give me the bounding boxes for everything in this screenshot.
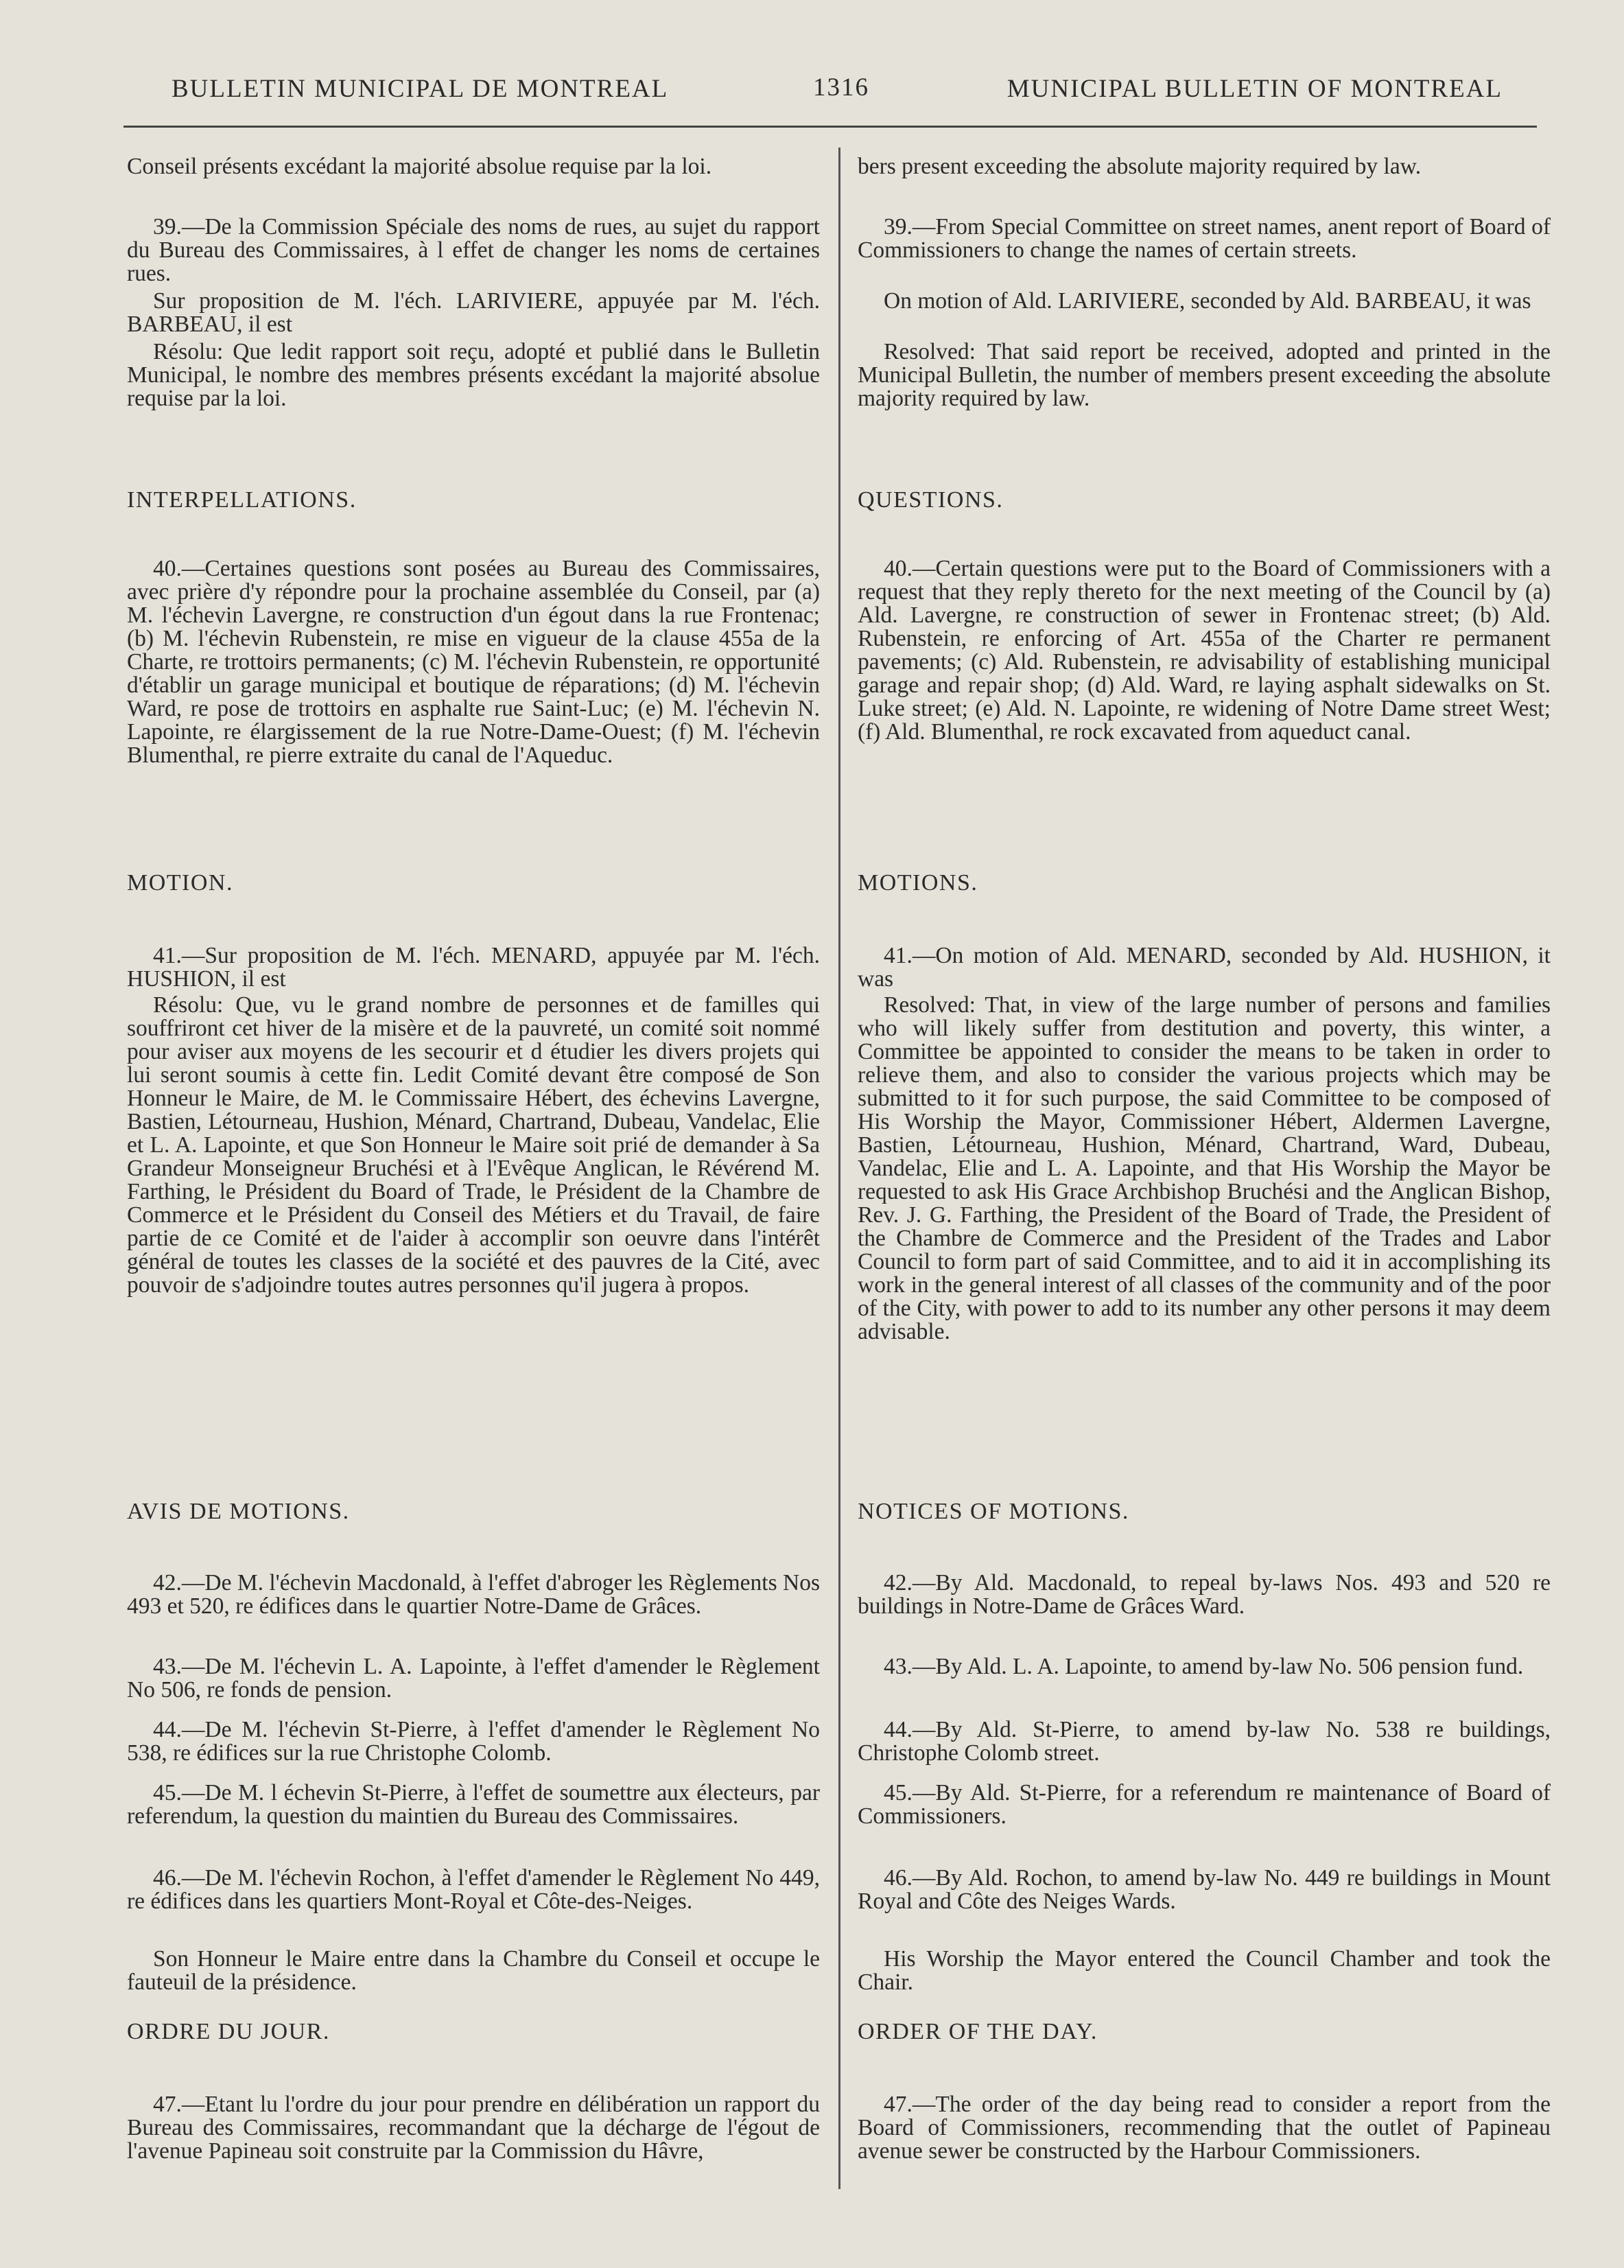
en-motion-lariviere: On motion of Ald. LARIVIERE, seconded by Ald. BARBEAU, it was (884, 288, 1531, 314)
header-rule (123, 126, 1537, 128)
fr-resolution-39: Résolu: Que ledit rapport soit reçu, adopté et publié dans le Bulletin Municipal, le nombre des membres présents excédant la majorité absolue requise par la loi. (127, 339, 820, 411)
fr-heading-ordre-du-jour: ORDRE DU JOUR. (127, 2019, 330, 2044)
en-paragraph-42: 42.—By Ald. Macdonald, to repeal by-laws Nos. 493 and 520 re buildings in Notre-Dame de Grâces Ward. (858, 1570, 1551, 1619)
fr-heading-avis-de-motions: AVIS DE MOTIONS. (127, 1499, 350, 1524)
en-resolution-41: Resolved: That, in view of the large number of persons and families who will likely suffer from destitution and poverty, this winter, a Committee be appointed to consider the means to be taken in order to relieve them, and also to consider the various projects which may be submitted to it for such purpose, the said Committee to be composed of His Worship the Mayor, Commissioner Hébert, Aldermen Lavergne, Bastien, Létourneau, Hushion, Ménard, Chartrand, Ward, Dubeau, Vandelac, Elie and L. A. Lapointe, and that His Worship the Mayor be requested to ask His Grace Archbishop Bruchési and the Anglican Bishop, Rev. J. G. Farthing, the President of the Board of Trade, the President of the Chambre de Commerce and the President of the Trades and Labor Council to form part of said Committee, and to aid it in accomplishing its work in the general interest of all classes of the community and of the poor of the City, with power to add to its number any other persons it may deem advisable. (858, 992, 1551, 1344)
header-title-french: BULLETIN MUNICIPAL DE MONTREAL (172, 75, 669, 103)
en-resolution-39: Resolved: That said report be received, adopted and printed in the Municipal Bulletin, the number of members present exceeding the absolute majority required by law. (858, 339, 1551, 411)
fr-paragraph-42: 42.—De M. l'échevin Macdonald, à l'effet d'abroger les Règlements Nos 493 et 520, re édifices dans le quartier Notre-Dame de Grâces. (127, 1570, 820, 1619)
en-heading-motions: MOTIONS. (858, 870, 978, 896)
column-divider (838, 148, 840, 2189)
en-paragraph-41: 41.—On motion of Ald. MENARD, seconded by Ald. HUSHION, it was (858, 943, 1551, 992)
fr-heading-interpellations: INTERPELLATIONS. (127, 487, 357, 513)
en-paragraph-47: 47.—The order of the day being read to consider a report from the Board of Commissioners, recommending that the outlet of Papineau avenue sewer be constructed by the Harbour Commissioners. (858, 2092, 1551, 2164)
en-heading-questions: QUESTIONS. (858, 487, 1004, 513)
en-paragraph-44: 44.—By Ald. St-Pierre, to amend by-law No. 538 re buildings, Christophe Colomb street. (858, 1717, 1551, 1766)
fr-paragraph-47: 47.—Etant lu l'ordre du jour pour prendre en délibération un rapport du Bureau des Commissaires, recommandant que la décharge de l'égout de l'avenue Papineau soit construite par la Commission du Hâvre, (127, 2092, 820, 2164)
fr-resolution-41: Résolu: Que, vu le grand nombre de personnes et de familles qui souffriront cet hiver de la misère et de la pauvreté, un comité soit nommé pour aviser aux moyens de les secourir et d étudier les divers projets qui lui seront soumis à cette fin. Ledit Comité devant être composé de Son Honneur le Maire, de M. le Commissaire Hébert, des échevins Lavergne, Bastien, Létourneau, Hushion, Ménard, Chartrand, Dubeau, Vandelac, Elie et L. A. Lapointe, et que Son Honneur le Maire soit prié de demander à Sa Grandeur Monseigneur Bruchési et à l'Evêque Anglican, le Révérend M. Farthing, le Président du Board of Trade, le Président de la Chambre de Commerce et le Président du Conseil des Métiers et du Travail, de faire partie de ce Comité et de l'aider à accomplir son oeuvre dans l'intérêt général de toutes les classes de la société et des pauvres de la Cité, avec pouvoir de s'adjoindre toutes autres personnes qu'il jugera à propos. (127, 992, 820, 1298)
en-paragraph-45: 45.—By Ald. St-Pierre, for a referendum re maintenance of Board of Commissioners. (858, 1780, 1551, 1829)
fr-paragraph-46: 46.—De M. l'échevin Rochon, à l'effet d'amender le Règlement No 449, re édifices dans les quartiers Mont-Royal et Côte-des-Neiges. (127, 1865, 820, 1914)
en-paragraph-1: bers present exceeding the absolute majority required by law. (858, 154, 1422, 179)
fr-paragraph-39: 39.—De la Commission Spéciale des noms de rues, au sujet du rapport du Bureau des Commissaires, à l effet de changer les noms de certaines rues. (127, 214, 820, 286)
page-header (165, 63, 1509, 118)
en-paragraph-43: 43.—By Ald. L. A. Lapointe, to amend by-law No. 506 pension fund. (884, 1654, 1524, 1679)
fr-motion-lariviere: Sur proposition de M. l'éch. LARIVIERE, appuyée par M. l'éch. BARBEAU, il est (127, 288, 820, 337)
fr-mayor-enters: Son Honneur le Maire entre dans la Chambre du Conseil et occupe le fauteuil de la présidence. (127, 1946, 820, 1995)
fr-paragraph-43: 43.—De M. l'échevin L. A. Lapointe, à l'effet d'amender le Règlement No 506, re fonds de pension. (127, 1654, 820, 1703)
en-heading-notices-of-motions: NOTICES OF MOTIONS. (858, 1499, 1129, 1524)
en-mayor-enters: His Worship the Mayor entered the Council Chamber and took the Chair. (858, 1946, 1551, 1995)
fr-heading-motion: MOTION. (127, 870, 233, 896)
page-number: 1316 (813, 73, 869, 102)
fr-paragraph-1: Conseil présents excédant la majorité absolue requise par la loi. (127, 154, 712, 179)
header-title-english: MUNICIPAL BULLETIN OF MONTREAL (1007, 75, 1503, 103)
fr-paragraph-44: 44.—De M. l'échevin St-Pierre, à l'effet d'amender le Règlement No 538, re édifices sur la rue Christophe Colomb. (127, 1717, 820, 1766)
en-paragraph-40: 40.—Certain questions were put to the Board of Commissioners with a request that they reply thereto for the next meeting of the Council by (a) Ald. Lavergne, re construction of sewer in Frontenac street; (b) Ald. Rubenstein, re enforcing of Art. 455a of the Charter re permanent pavements; (c) Ald. Rubenstein, re advisability of establishing municipal garage and repair shop; (d) Ald. Ward, re laying asphalt sidewalks on St. Luke street; (e) Ald. N. Lapointe, re widening of Notre Dame street West; (f) Ald. Blumenthal, re rock excavated from aqueduct canal. (858, 556, 1551, 745)
fr-paragraph-41: 41.—Sur proposition de M. l'éch. MENARD, appuyée par M. l'éch. HUSHION, il est (127, 943, 820, 992)
en-paragraph-46: 46.—By Ald. Rochon, to amend by-law No. 449 re buildings in Mount Royal and Côte des Neiges Wards. (858, 1865, 1551, 1914)
fr-paragraph-45: 45.—De M. l échevin St-Pierre, à l'effet de soumettre aux électeurs, par referendum, la question du maintien du Bureau des Commissaires. (127, 1780, 820, 1829)
en-heading-order-of-the-day: ORDER OF THE DAY. (858, 2019, 1098, 2044)
fr-paragraph-40: 40.—Certaines questions sont posées au Bureau des Commissaires, avec prière d'y répondre pour la prochaine assemblée du Conseil, par (a) M. l'échevin Lavergne, re construction d'un égout dans la rue Frontenac; (b) M. l'échevin Rubenstein, re mise en vigueur de la clause 455a de la Charte, re trottoirs permanents; (c) M. l'échevin Rubenstein, re opportunité d'établir un garage municipal et boutique de réparations; (d) M. l'échevin Ward, re pose de trottoirs en asphalte rue Saint-Luc; (e) M. l'échevin N. Lapointe, re élargissement de la rue Notre-Dame-Ouest; (f) M. l'échevin Blumenthal, re pierre extraite du canal de l'Aqueduc. (127, 556, 820, 768)
en-paragraph-39: 39.—From Special Committee on street names, anent report of Board of Commissioners to change the names of certain streets. (858, 214, 1551, 263)
